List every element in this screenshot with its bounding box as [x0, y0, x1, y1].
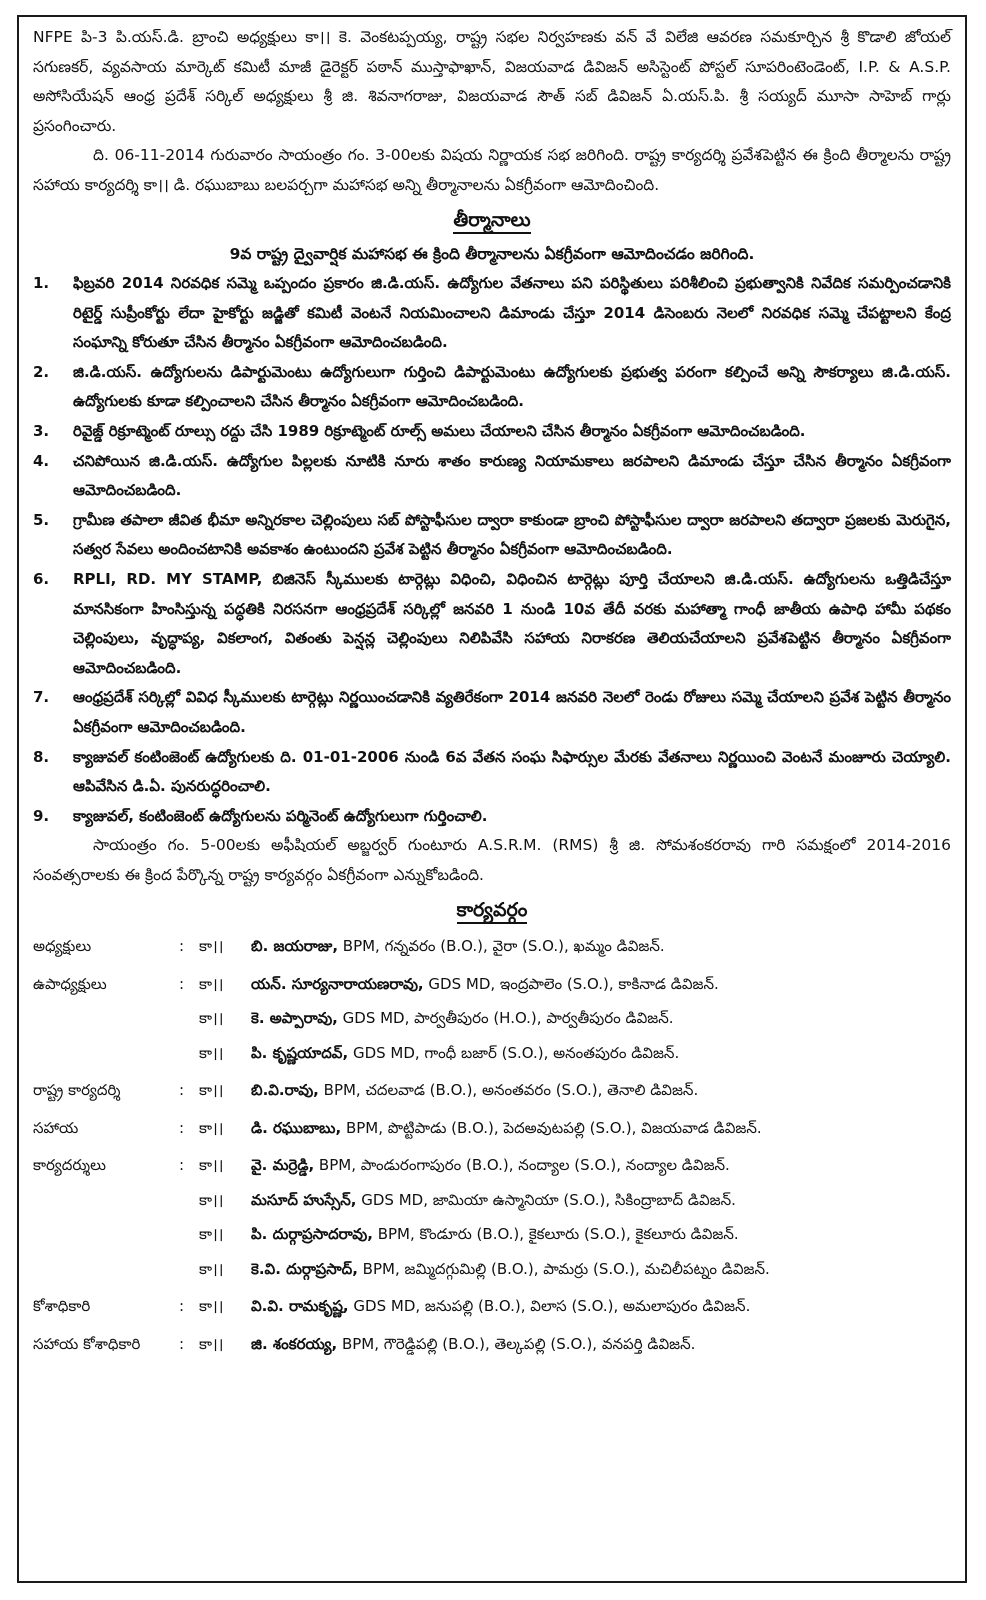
- member-entry: [251, 1287, 951, 1325]
- resolution-text: జి.డి.యస్. ఉద్యోగులను డిపార్టుమెంటు ఉద్యోగులుగా గుర్తించి డిపార్టుమెంటు ఉద్యోగులకు ప్రభుత్వ పరంగా కల్పించే అన్ని సౌకర్యాలు జి.డి.యస్. ఉద్యోగులకు కూడా కల్పించాలని చేసిన తీర్మానం ఏకగ్రీవంగా ఆమోదించబడింది.: [73, 362, 951, 411]
- member-prefix: కా।।: [199, 1081, 224, 1100]
- resolution-text: చనిపోయిన జి.డి.యస్. ఉద్యోగుల పిల్లలకు నూటికి నూరు శాతం కారుణ్య నియామకాలు జరపాలని డిమాండు చేస్తూ చేసిన తీర్మానం ఏకగ్రీవంగా ఆమోదించబడింది.: [73, 451, 951, 500]
- member-name: బి. జయరాజు,: [251, 937, 339, 956]
- resolution-number: 3.: [33, 421, 50, 440]
- resolution-item: [33, 447, 951, 506]
- resolutions-heading: తీర్మానాలు: [33, 206, 951, 236]
- committee-row: [33, 1287, 951, 1325]
- member-entry: [251, 930, 951, 965]
- resolution-item: [33, 358, 951, 417]
- member-prefix: కా।।: [199, 1297, 224, 1316]
- member-colon: :: [179, 974, 185, 993]
- committee-row: [33, 1108, 951, 1146]
- member-role: సహాయ కోశాధికారి: [33, 1334, 141, 1353]
- member-role: అధ్యక్షులు: [33, 937, 92, 956]
- member-name: జి. శంకరయ్య,: [251, 1334, 338, 1353]
- member-role: [33, 1218, 179, 1253]
- resolution-number: 1.: [33, 274, 50, 292]
- committee-row: [33, 1324, 951, 1362]
- member-role: [33, 1252, 179, 1287]
- session-paragraph: ది. 06-11-2014 గురువారం సాయంత్రం గం. 3-00లకు విషయ నిర్ణాయక సభ జరిగింది. రాష్ట్ర కార్యదర్శి ప్రవేశపెట్టిన ఈ క్రింది తీర్మాలను రాష్ట్ర సహాయ కార్యదర్శి కా।। డి. రఘుబాబు బలపర్చగా మహాసభ అన్ని తీర్మానాలను ఏకగ్రీవంగా ఆమోదించింది.: [33, 146, 951, 194]
- resolution-item: [33, 802, 951, 832]
- member-colon: [179, 1036, 199, 1071]
- member-role: ఉపాధ్యక్షులు: [33, 974, 107, 993]
- member-role: [33, 1183, 179, 1218]
- member-name: మసూద్ హుస్సేన్,: [251, 1190, 357, 1209]
- resolution-number: 2.: [33, 362, 50, 381]
- member-entry: [251, 1252, 951, 1287]
- member-entry: [251, 1218, 951, 1253]
- member-role: సహాయ: [33, 1118, 79, 1137]
- member-role: కార్యదర్శులు: [33, 1156, 106, 1175]
- member-entry: [251, 1108, 951, 1146]
- committee-row: [33, 1218, 951, 1253]
- resolution-item: [33, 565, 951, 683]
- resolution-item: [33, 683, 951, 742]
- resolutions-intro: 9వ రాష్ట్ర ద్వైవార్షిక మహాసభ ఈ క్రింది తీర్మానాలను ఏకగ్రీవంగా ఆమోదించడం జరిగింది.: [229, 244, 755, 263]
- resolution-item: [33, 269, 951, 358]
- member-entry: [251, 1036, 951, 1071]
- member-role: [33, 1036, 179, 1071]
- resolution-number: 5.: [33, 510, 50, 529]
- opening-paragraph: NFPE పి-3 పి.యస్.డి. బ్రాంచి అధ్యక్షులు కా।। కె. వెంకటప్పయ్య, రాష్ట్ర సభల నిర్వహణకు వన్ వే విలేజి ఆవరణ సమకూర్చిన శ్రీ కొడాలి జోయల్ సగుణకర్, వ్యవసాయ మార్కెట్ కమిటీ మాజీ డైరెక్టర్ పఠాన్ ముస్తాఫాఖాన్, విజయవాడ డివిజన్ అసిస్టెంట్ పోస్టల్ సూపరింటెండెంట్, I.P. & A.S.P. అసోసియేషన్ ఆంధ్ర ప్రదేశ్ సర్కిల్ అధ్యక్షులు శ్రీ జి. శివనాగరాజు, విజయవాడ సౌత్ సబ్ డివిజన్ ఏ.యస్.పి. శ్రీ సయ్యద్ మూసా సాహెబ్ గార్లు ప్రసంగించారు.: [33, 28, 951, 135]
- committee-row: [33, 964, 951, 1002]
- committee-table: [33, 930, 951, 1362]
- member-role: రాష్ట్ర కార్యదర్శి: [33, 1081, 121, 1100]
- member-entry: [251, 964, 951, 1002]
- member-detail: BPM, చదలవాడ (B.O.), అనంతవరం (S.O.), తెనాలి డివిజన్.: [318, 1081, 699, 1100]
- member-name: యన్. సూర్యనారాయణరావు,: [251, 974, 424, 993]
- member-name: పి. కృష్ణయాదవ్,: [251, 1043, 349, 1062]
- member-detail: BPM, గన్నవరం (B.O.), వైరా (S.O.), ఖమ్మం డివిజన్.: [338, 937, 665, 956]
- resolution-item: [33, 506, 951, 565]
- committee-row: [33, 1146, 951, 1184]
- resolution-number: 4.: [33, 451, 50, 470]
- member-colon: [179, 1002, 199, 1037]
- resolution-number: 9.: [33, 806, 50, 825]
- member-colon: [179, 1183, 199, 1218]
- member-entry: [251, 1146, 951, 1184]
- member-prefix: కా।।: [199, 1043, 224, 1062]
- member-prefix: కా।।: [199, 1118, 224, 1137]
- member-name: కె. అప్పారావు,: [251, 1009, 338, 1028]
- resolution-number: 7.: [33, 688, 50, 707]
- member-role: కోశాధికారి: [33, 1297, 91, 1316]
- resolution-text: క్యాజువల్ కంటింజెంట్ ఉద్యోగులకు ది. 01-01-2006 నుండి 6వ వేతన సంఘ సిఫార్సుల మేరకు వేతనాలు నిర్ణయించి వెంటనే మంజూరు చెయ్యాలి. ఆపివేసిన డి.ఏ. పునరుద్ధరించాలి.: [73, 747, 951, 796]
- resolution-item: [33, 417, 951, 447]
- resolution-text: ఫిబ్రవరి 2014 నిరవధిక సమ్మె ఒప్పందం ప్రకారం జి.డి.యస్. ఉద్యోగుల వేతనాలు పని పరిస్థితులు పరిశీలించి ప్రభుత్వానికి నివేదిక సమర్పించడానికి రిటైర్డ్ సుప్రీంకోర్టు లేదా హైకోర్టు జడ్జితో కమిటీ వెంటనే నియమించాలని డిమాండు చేస్తూ 2014 డిసెంబరు నెలలో నిరవధిక సమ్మె చేపట్టాలని కేంద్ర సంఘాన్ని కోరుతూ చేసిన తీర్మానం ఏకగ్రీవంగా ఆమోదించబడింది.: [73, 274, 951, 352]
- resolution-text: రివైజ్డ్ రిక్రూట్మెంట్ రూల్సు రద్దు చేసి 1989 రిక్రూట్మెంట్ రూల్స్ అమలు చేయాలని చేసిన తీర్మానం ఏకగ్రీవంగా ఆమోదించబడింది.: [73, 421, 806, 440]
- member-name: వి.వి. రామకృష్ణ,: [251, 1297, 349, 1316]
- resolution-number: 6.: [33, 569, 50, 588]
- resolution-text: RPLI, RD. MY STAMP, బిజినెస్ స్కీములకు టార్గెట్లు విధించి, విధించిన టార్గెట్లు పూర్తి చేయాలని జి.డి.యస్. ఉద్యోగులను ఒత్తిడిచేస్తూ మానసికంగా హింసిస్తున్న పద్ధతికి నిరసనగా ఆంధ్రప్రదేశ్ సర్కిల్లో జనవరి 1 నుండి 10వ తేదీ వరకు మహాత్మా గాంధీ జాతీయ ఉపాధి హామీ పథకం చెల్లింపులు, వృద్ధాప్య, వికలాంగ, వితంతు పెన్షన్ల చెల్లింపులు నిలిపివేసి సహాయ నిరాకరణ తెలియచేయాలని ప్రవేశపెట్టిన తీర్మానం ఏకగ్రీవంగా ఆమోదించబడింది.: [73, 569, 951, 677]
- member-prefix: కా।।: [199, 1156, 224, 1175]
- member-colon: :: [179, 1118, 185, 1137]
- member-name: డి. రఘుబాబు,: [251, 1118, 342, 1137]
- document-page: [17, 15, 967, 1583]
- member-prefix: కా।।: [199, 1190, 224, 1209]
- member-detail: BPM, పొట్టిపాడు (B.O.), పెదఅవుటపల్లి (S.O.), విజయవాడ డివిజన్.: [341, 1118, 762, 1137]
- committee-row: [33, 1002, 951, 1037]
- member-name: కె.వి. దుర్గాప్రసాద్,: [251, 1259, 358, 1278]
- member-detail: GDS MD, జనుపల్లి (B.O.), విలాస (S.O.), అమలాపురం డివిజన్.: [348, 1297, 751, 1316]
- member-colon: :: [179, 1297, 185, 1316]
- member-role: [33, 1002, 179, 1037]
- member-detail: BPM, కొండూరు (B.O.), కైకలూరు (S.O.), కైకలూరు డివిజన్.: [372, 1225, 739, 1244]
- member-name: పి. దుర్గాప్రసాదరావు,: [251, 1225, 373, 1244]
- member-detail: BPM, పాండురంగాపురం (B.O.), నంద్యాల (S.O.), నంద్యాల డివిజన్.: [314, 1156, 730, 1175]
- committee-heading: కార్యవర్గం: [33, 896, 951, 926]
- member-entry: [251, 1071, 951, 1109]
- member-colon: :: [179, 1081, 185, 1100]
- member-prefix: కా।।: [199, 1009, 224, 1028]
- member-detail: GDS MD, గాంధీ బజార్ (S.O.), అనంతపురం డివిజన్.: [348, 1043, 680, 1062]
- member-name: బి.వి.రావు,: [251, 1081, 319, 1100]
- member-entry: [251, 1324, 951, 1362]
- member-prefix: కా।।: [199, 937, 224, 956]
- member-colon: :: [179, 1334, 185, 1353]
- member-detail: GDS MD, పార్వతీపురం (H.O.), పార్వతీపురం డివిజన్.: [337, 1009, 674, 1028]
- resolution-text: ఆంధ్రప్రదేశ్ సర్కిల్లో వివిధ స్కీములకు టార్గెట్లు నిర్ణయించడానికి వ్యతిరేకంగా 2014 జనవరి నెలలో రెండు రోజులు సమ్మె చేయాలని ప్రవేశ పెట్టిన తీర్మానం ఏకగ్రీవంగా ఆమోదించబడింది.: [73, 688, 951, 736]
- member-prefix: కా।।: [199, 1259, 224, 1278]
- committee-row: [33, 1183, 951, 1218]
- member-detail: BPM, జమ్మిదగ్గుమిల్లి (B.O.), పామర్రు (S.O.), మచిలీపట్నం డివిజన్.: [357, 1259, 770, 1278]
- member-colon: [179, 1252, 199, 1287]
- committee-row: [33, 1252, 951, 1287]
- member-colon: :: [179, 937, 185, 956]
- member-colon: :: [179, 1156, 185, 1175]
- member-colon: [179, 1218, 199, 1253]
- election-paragraph: సాయంత్రం గం. 5-00లకు అఫీషియల్ అబ్జర్వర్ గుంటూరు A.S.R.M. (RMS) శ్రీ జి. సోమశంకరరావు గారి సమక్షంలో 2014-2016 సంవత్సరాలకు ఈ క్రింద పేర్కొన్న రాష్ట్ర కార్యవర్గం ఏకగ్రీవంగా ఎన్నుకోబడింది.: [33, 836, 951, 884]
- member-prefix: కా।।: [199, 974, 224, 993]
- member-detail: GDS MD, ఇంద్రపాలెం (S.O.), కాకినాడ డివిజన్.: [423, 974, 719, 993]
- member-entry: [251, 1183, 951, 1218]
- member-entry: [251, 1002, 951, 1037]
- resolution-number: 8.: [33, 747, 50, 766]
- resolution-text: గ్రామీణ తపాలా జీవిత భీమా అన్నిరకాల చెల్లింపులు సబ్ పోస్టాఫీసుల ద్వారా కాకుండా బ్రాంచి పోస్టాఫీసుల ద్వారా జరపాలని తద్వారా ప్రజలకు మెరుగైన, సత్వర సేవలు అందించటానికి అవకాశం ఉంటుందని ప్రవేశ పెట్టిన తీర్మానం ఏకగ్రీవంగా ఆమోదించబడింది.: [73, 510, 951, 559]
- member-prefix: కా।।: [199, 1334, 224, 1353]
- resolution-item: [33, 743, 951, 802]
- committee-row: [33, 1036, 951, 1071]
- resolutions-list: [33, 269, 951, 831]
- member-name: వై. మర్రెడ్డి,: [251, 1156, 315, 1175]
- member-prefix: కా।।: [199, 1225, 224, 1244]
- committee-row: [33, 1071, 951, 1109]
- member-detail: GDS MD, జామియా ఉస్మానియా (S.O.), సికింద్రాబాద్ డివిజన్.: [356, 1190, 736, 1209]
- member-detail: BPM, గౌరెడ్డిపల్లి (B.O.), తెల్కపల్లి (S.O.), వనపర్తి డివిజన్.: [337, 1334, 696, 1353]
- resolution-text: క్యాజువల్, కంటింజెంట్ ఉద్యోగులను పర్మినెంట్ ఉద్యోగులుగా గుర్తించాలి.: [73, 806, 488, 825]
- committee-row: [33, 930, 951, 965]
